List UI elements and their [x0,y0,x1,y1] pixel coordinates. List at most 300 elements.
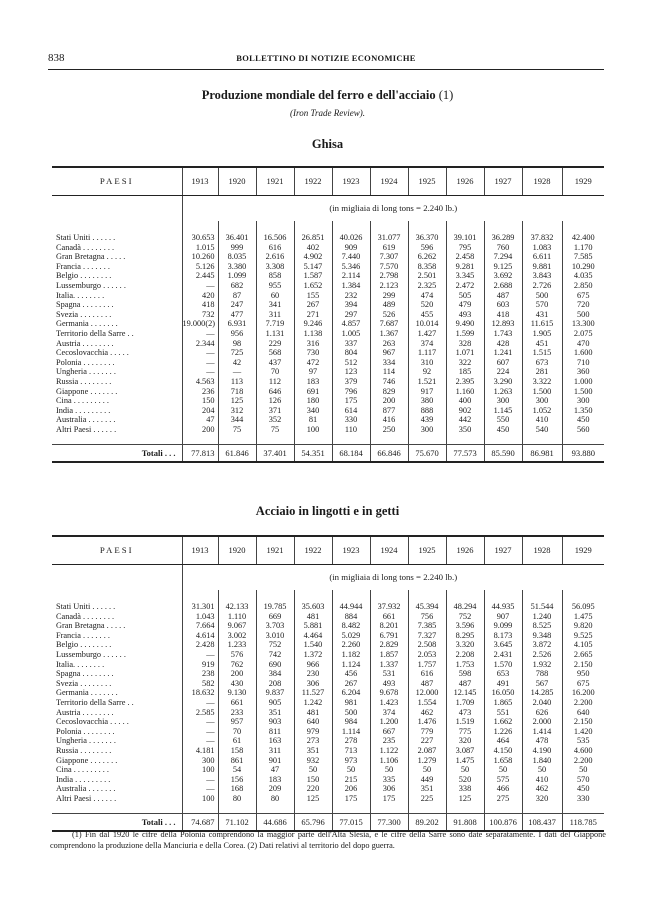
table-cell: 905 [256,698,294,708]
table-cell: 2.688 [484,281,522,291]
table-cell: 42.133 [218,602,256,612]
table-cell: 526 [370,310,408,320]
table-cell: 6.611 [522,252,562,262]
table-cell: 439 [408,415,446,425]
table-cell: 1.226 [484,727,522,737]
country-name: Svezia . . . . . . . . [56,678,112,688]
table-cell: 901 [256,756,294,766]
table-cell: 185 [446,367,484,377]
table-row [52,319,604,329]
table-cell: 462 [408,708,446,718]
total-cell: 93.880 [562,444,604,462]
table-cell: 950 [562,669,604,679]
table-cell: 47 [256,765,294,775]
table-row [52,348,604,358]
column-header-paesi: PAESI [52,536,182,564]
table-cell: 61 [218,736,256,746]
table-cell: 575 [484,775,522,785]
table-cell: 1.521 [408,377,446,387]
table-cell: 1.587 [294,271,332,281]
table-cell: 1.840 [522,756,562,766]
table-cell: 1.052 [522,406,562,416]
table-row [52,387,604,397]
table-cell: 2.665 [562,650,604,660]
table-cell: 36.370 [408,233,446,243]
table-cell: 481 [294,708,332,718]
table-cell: 6.931 [218,319,256,329]
table-cell: 690 [256,660,294,670]
table-cell: 271 [294,310,332,320]
table-cell: 470 [562,339,604,349]
table-row [52,660,604,670]
table-cell: 713 [332,746,370,756]
column-header-year: 1923 [332,536,370,564]
table-row [52,291,604,301]
table-cell: 70 [218,727,256,737]
table-row [52,281,604,291]
table-cell: 150 [294,775,332,785]
table-cell: 455 [408,310,446,320]
total-cell: 91.808 [446,813,484,831]
table-row [52,310,604,320]
table-cell: 640 [562,708,604,718]
table-cell: 9.837 [256,688,294,698]
table-cell: 2.431 [484,650,522,660]
table-cell: 487 [408,679,446,689]
table-cell: 2.087 [408,746,446,756]
table-cell: 227 [408,736,446,746]
table-cell: 3.692 [484,271,522,281]
table-cell: 4.902 [294,252,332,262]
table-cell: 1.662 [484,717,522,727]
table-cell: 2.000 [522,717,562,727]
table-cell: 278 [332,736,370,746]
table-cell: 183 [294,377,332,387]
table-cell: 732 [182,310,218,320]
table-cell: 442 [446,415,484,425]
table-cell: — [182,329,218,339]
table-cell: 1.124 [332,660,370,670]
table-cell: 48.294 [446,602,484,612]
table-cell: 3.290 [484,377,522,387]
table-cell: 967 [370,348,408,358]
table-cell: 2.585 [182,708,218,718]
total-cell: 54.351 [294,444,332,462]
section-title-ghisa: Ghisa [311,137,344,151]
table-cell: 5.147 [294,262,332,272]
table-cell: 596 [408,243,446,253]
table-cell: 520 [446,775,484,785]
table-cell: 6.262 [408,252,446,262]
table-cell: 2.053 [408,650,446,660]
table-cell: 437 [256,358,294,368]
column-header-year: 1925 [408,536,446,564]
column-header-year: 1924 [370,536,408,564]
table-cell: 493 [446,310,484,320]
table-cell: 999 [218,243,256,253]
table-cell: 2.726 [522,281,562,291]
table-cell: 1.423 [370,698,408,708]
country-name: Ungheria . . . . . . . [56,367,116,377]
table-cell: 1.160 [446,387,484,397]
table-cell: 374 [370,708,408,718]
table-cell: 795 [446,243,484,253]
table-cell: 50 [408,765,446,775]
table-cell: — [182,358,218,368]
table-cell: 3.087 [446,746,484,756]
country-name: Russia . . . . . . . . [56,745,112,755]
table-cell: 51.544 [522,602,562,612]
table-cell: 598 [446,669,484,679]
table-row [52,727,604,737]
table-cell: 98 [218,339,256,349]
table-cell: 125 [218,396,256,406]
table-cell: 328 [446,339,484,349]
table-cell: 1.005 [332,329,370,339]
table-cell: 306 [294,679,332,689]
table-cell: 351 [256,708,294,718]
table-cell: — [182,727,218,737]
table-cell: 2.616 [256,252,294,262]
table-cell: 50 [370,765,408,775]
table-cell: 884 [332,612,370,622]
table-cell: 175 [332,396,370,406]
table-row [52,746,604,756]
country-name: Stati Uniti . . . . . . [56,602,116,611]
table-row [52,300,604,310]
table-cell: 779 [408,727,446,737]
table-cell: 150 [182,396,218,406]
table-cell: 402 [294,243,332,253]
footnotes [50,830,606,851]
table-cell: 418 [182,300,218,310]
table-cell: 6.791 [370,631,408,641]
column-header-year: 1929 [562,167,604,195]
country-name: Giappone . . . . . . . [56,386,118,396]
table-cell: 50 [332,765,370,775]
country-name: Lussemburgo . . . . . . [56,280,126,290]
table-cell: 5.029 [332,631,370,641]
country-name: Francia . . . . . . . [56,630,110,640]
table-cell: 1.083 [522,243,562,253]
table-row [52,756,604,766]
table-cell: 224 [484,367,522,377]
table-cell: 2.123 [370,281,408,291]
table-cell: 158 [218,746,256,756]
table-cell: 2.200 [562,698,604,708]
table-cell: 4.035 [562,271,604,281]
table-cell: 9.246 [294,319,332,329]
country-name: Belgio . . . . . . . . [56,271,112,281]
table-cell: 97 [294,367,332,377]
table-cell: 742 [256,650,294,660]
table-cell: 2.150 [562,717,604,727]
country-name: Francia . . . . . . . [56,261,110,271]
table-cell: 220 [294,784,332,794]
country-name: Polonia . . . . . . . . [56,726,115,736]
country-name: Canadà . . . . . . . . [56,611,115,621]
table-cell: 12.145 [446,688,484,698]
journal-title: BOLLETTINO DI NOTIZIE ECONOMICHE [236,53,416,63]
table-cell: 2.850 [562,281,604,291]
table-cell: 682 [218,281,256,291]
table-cell: 796 [332,387,370,397]
total-cell: 108.437 [522,813,562,831]
table-cell: 5.126 [182,262,218,272]
table-cell: 2.114 [332,271,370,281]
table-cell: 619 [370,243,408,253]
table-cell: 512 [332,358,370,368]
table-cell: 9.125 [484,262,522,272]
table-cell: 229 [256,339,294,349]
table-cell: 60 [256,291,294,301]
table-cell: 500 [562,310,604,320]
table-cell: 54 [218,765,256,775]
table-cell: 746 [370,377,408,387]
table-cell: 13.300 [562,319,604,329]
table-cell: 2.395 [446,377,484,387]
table-cell: 275 [484,794,522,804]
table-cell: 675 [562,679,604,689]
header-divider [48,69,604,70]
total-cell: 44.686 [256,813,294,831]
table-cell: 100 [294,425,332,435]
table-cell: 1.241 [484,348,522,358]
table-cell: 3.596 [446,621,484,631]
table-cell: 450 [562,784,604,794]
table-cell: 669 [256,612,294,622]
table-cell: 310 [408,358,446,368]
table-cell: 877 [370,406,408,416]
table-cell: 466 [484,784,522,794]
table-cell: 973 [332,756,370,766]
table-cell: 45.394 [408,602,446,612]
table-cell: 371 [256,406,294,416]
country-name: Cina . . . . . . . . . [56,765,110,775]
table-cell: 50 [446,765,484,775]
table-cell: 804 [332,348,370,358]
table-cell: 16.050 [484,688,522,698]
table-cell: — [182,348,218,358]
table-cell: 36.289 [484,233,522,243]
table-row [52,252,604,262]
table-cell: 1.350 [562,406,604,416]
page-title-text: Produzione mondiale del ferro e dell'acciaio [201,88,436,102]
table-cell: 450 [484,425,522,435]
table-cell: 1.384 [332,281,370,291]
table-row [52,717,604,727]
table-cell: 9.099 [484,621,522,631]
table-cell: 1.753 [446,660,484,670]
table-cell: 273 [294,736,332,746]
table-cell: 2.798 [370,271,408,281]
table-cell: 979 [294,727,332,737]
table-cell: 37.932 [370,602,408,612]
table-cell: 909 [332,243,370,253]
table-cell: 300 [484,396,522,406]
table-cell: 919 [182,660,218,670]
table-cell: 311 [256,310,294,320]
table-cell: 551 [484,708,522,718]
table-cell: 2.458 [446,252,484,262]
table-cell: 917 [408,387,446,397]
table-cell: 297 [332,310,370,320]
table-cell: 235 [370,736,408,746]
country-name: Ungheria . . . . . . . [56,736,116,746]
total-cell: 74.687 [182,813,218,831]
column-header-year: 1929 [562,536,604,564]
table-cell: 481 [294,612,332,622]
table-cell: 50 [484,765,522,775]
table-cell: 673 [522,358,562,368]
table-cell: 7.440 [332,252,370,262]
table-row [52,640,604,650]
table-cell: 410 [522,415,562,425]
column-header-year: 1921 [256,536,294,564]
table-cell: 9.281 [446,262,484,272]
table-cell: 1.015 [182,243,218,253]
table-cell: 340 [294,406,332,416]
column-header-year: 1922 [294,536,332,564]
table-cell: 540 [522,425,562,435]
table-cell: 1.476 [408,717,446,727]
table-cell: 1.743 [484,329,522,339]
table-cell: 4.600 [562,746,604,756]
table-cell: 320 [522,794,562,804]
table-cell: 520 [408,300,446,310]
table-cell: 2.472 [446,281,484,291]
table-cell: 18.632 [182,688,218,698]
ghisa-table [52,166,604,463]
table-cell: 570 [522,300,562,310]
table-cell: 11.615 [522,319,562,329]
table-cell: 200 [370,396,408,406]
table-cell: — [182,784,218,794]
table-cell: 667 [370,727,408,737]
table-cell: 560 [562,425,604,435]
table-cell: 40.026 [332,233,370,243]
table-cell: 7.719 [256,319,294,329]
table-cell: 1.500 [562,387,604,397]
column-header-paesi: PAESI [52,167,182,195]
total-cell: 86.981 [522,444,562,462]
country-name: Lussemburgo . . . . . . [56,649,126,659]
acciaio-table [52,535,604,832]
total-cell: 37.401 [256,444,294,462]
table-cell: 9.130 [218,688,256,698]
table-row [52,602,604,612]
table-cell: 351 [294,746,332,756]
table-cell: 1.599 [446,329,484,339]
total-cell: 77.300 [370,813,408,831]
column-header-year: 1924 [370,167,408,195]
column-header-year: 1928 [522,536,562,564]
table-cell: 351 [408,784,446,794]
table-cell: 5.881 [294,621,332,631]
table-row [52,271,604,281]
table-cell: 330 [332,415,370,425]
table-cell: 428 [484,339,522,349]
total-cell: 100.876 [484,813,522,831]
table-row [52,612,604,622]
table-cell: 477 [218,310,256,320]
table-cell: 300 [562,396,604,406]
table-cell: 2.260 [332,640,370,650]
table-cell: 531 [370,669,408,679]
table-cell: 125 [294,794,332,804]
table-row [52,262,604,272]
table-cell: 4.857 [332,319,370,329]
table-cell: — [182,717,218,727]
table-cell: 472 [294,358,332,368]
table-cell: 26.851 [294,233,332,243]
country-name: Germania . . . . . . . [56,319,118,329]
table-cell: 1.857 [370,650,408,660]
table-cell: 5.346 [332,262,370,272]
country-name: Gran Bretagna . . . . . [56,252,126,262]
table-cell: 114 [370,367,408,377]
table-cell: 125 [446,794,484,804]
table-cell: 1.475 [446,756,484,766]
table-cell: 380 [408,396,446,406]
table-cell: 247 [218,300,256,310]
table-cell: 232 [332,291,370,301]
table-cell: 306 [370,784,408,794]
table-cell: 352 [256,415,294,425]
table-cell: 479 [446,300,484,310]
total-cell: 85.590 [484,444,522,462]
column-header-year: 1920 [218,536,256,564]
total-cell: 77.015 [332,813,370,831]
table-row [52,425,604,435]
table-cell: — [218,367,256,377]
table-cell: 338 [446,784,484,794]
total-cell: 77.573 [446,444,484,462]
table-cell: 675 [562,291,604,301]
total-cell: 118.785 [562,813,604,831]
table-cell: 155 [294,291,332,301]
table-cell: — [182,367,218,377]
table-cell: 2.344 [182,339,218,349]
table-cell: 335 [370,775,408,785]
source-citation: (Iron Trade Review). [290,108,365,118]
table-cell: 4.190 [522,746,562,756]
table-cell: 535 [562,736,604,746]
table-cell: 1.182 [332,650,370,660]
unit-label: (in migliaia di long tons = 2.240 lb.) [182,195,604,221]
total-row [52,813,604,831]
table-cell: 2.040 [522,698,562,708]
country-name: Belgio . . . . . . . . [56,640,112,650]
table-cell: 225 [408,794,446,804]
table-row [52,329,604,339]
table-cell: — [182,698,218,708]
table-cell: 932 [294,756,332,766]
table-cell: 233 [218,708,256,718]
total-cell: 68.184 [332,444,370,462]
table-cell: 360 [562,367,604,377]
table-cell: 1.114 [332,727,370,737]
table-cell: 1.200 [370,717,408,727]
section-title-acciaio: Acciaio in lingotti e in getti [255,504,400,518]
table-cell: 1.519 [446,717,484,727]
table-cell: 1.757 [408,660,446,670]
column-header-year: 1920 [218,167,256,195]
table-cell: 1.652 [294,281,332,291]
table-cell: 350 [446,425,484,435]
table-cell: 70 [256,367,294,377]
table-cell: 2.501 [408,271,446,281]
